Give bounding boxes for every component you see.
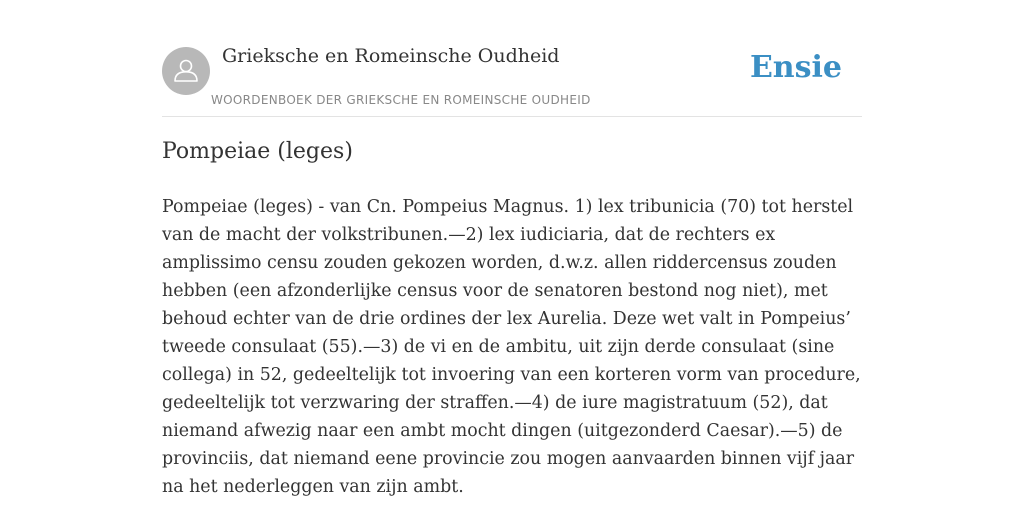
entry-term: Pompeiae (leges) <box>162 139 353 164</box>
ensie-logo-link[interactable]: Ensie <box>749 50 842 85</box>
user-icon[interactable] <box>162 47 210 95</box>
entry-definition: Pompeiae (leges) - van Cn. Pompeius Magnus. 1) lex tribunicia (70) tot herstel van de macht der volkstribunen.—2) lex iudiciaria, dat de rechters ex amplissimo censu zouden gekozen worden, d.w.z. allen riddercensus zouden hebben (een afzonderlijke census voor de senatoren bestond nog niet), met behoud echter van de drie ordines der lex Aurelia. Deze wet valt in Pompeius’ tweede consulaat (55).—3) de vi en de ambitu, uit zijn derde consulaat (sine collega) in 52, gedeeltelijk tot invoering van een korteren vorm van procedure, gedeeltelijk tot verzwaring der straffen.—4) de iure magistratuum (52), dat niemand afwezig naar een ambt mocht dingen (uitgezonderd Caesar).—5) de provinciis, dat niemand eene provincie zou mogen aanvaarden binnen vijf jaar na het nederleggen van zijn ambt. <box>162 197 861 497</box>
dictionary-subtitle: WOORDENBOEK DER GRIEKSCHE EN ROMEINSCHE OUDHEID <box>211 93 591 107</box>
dictionary-header <box>162 40 862 117</box>
dictionary-title[interactable]: Grieksche en Romeinsche Oudheid <box>222 45 560 67</box>
